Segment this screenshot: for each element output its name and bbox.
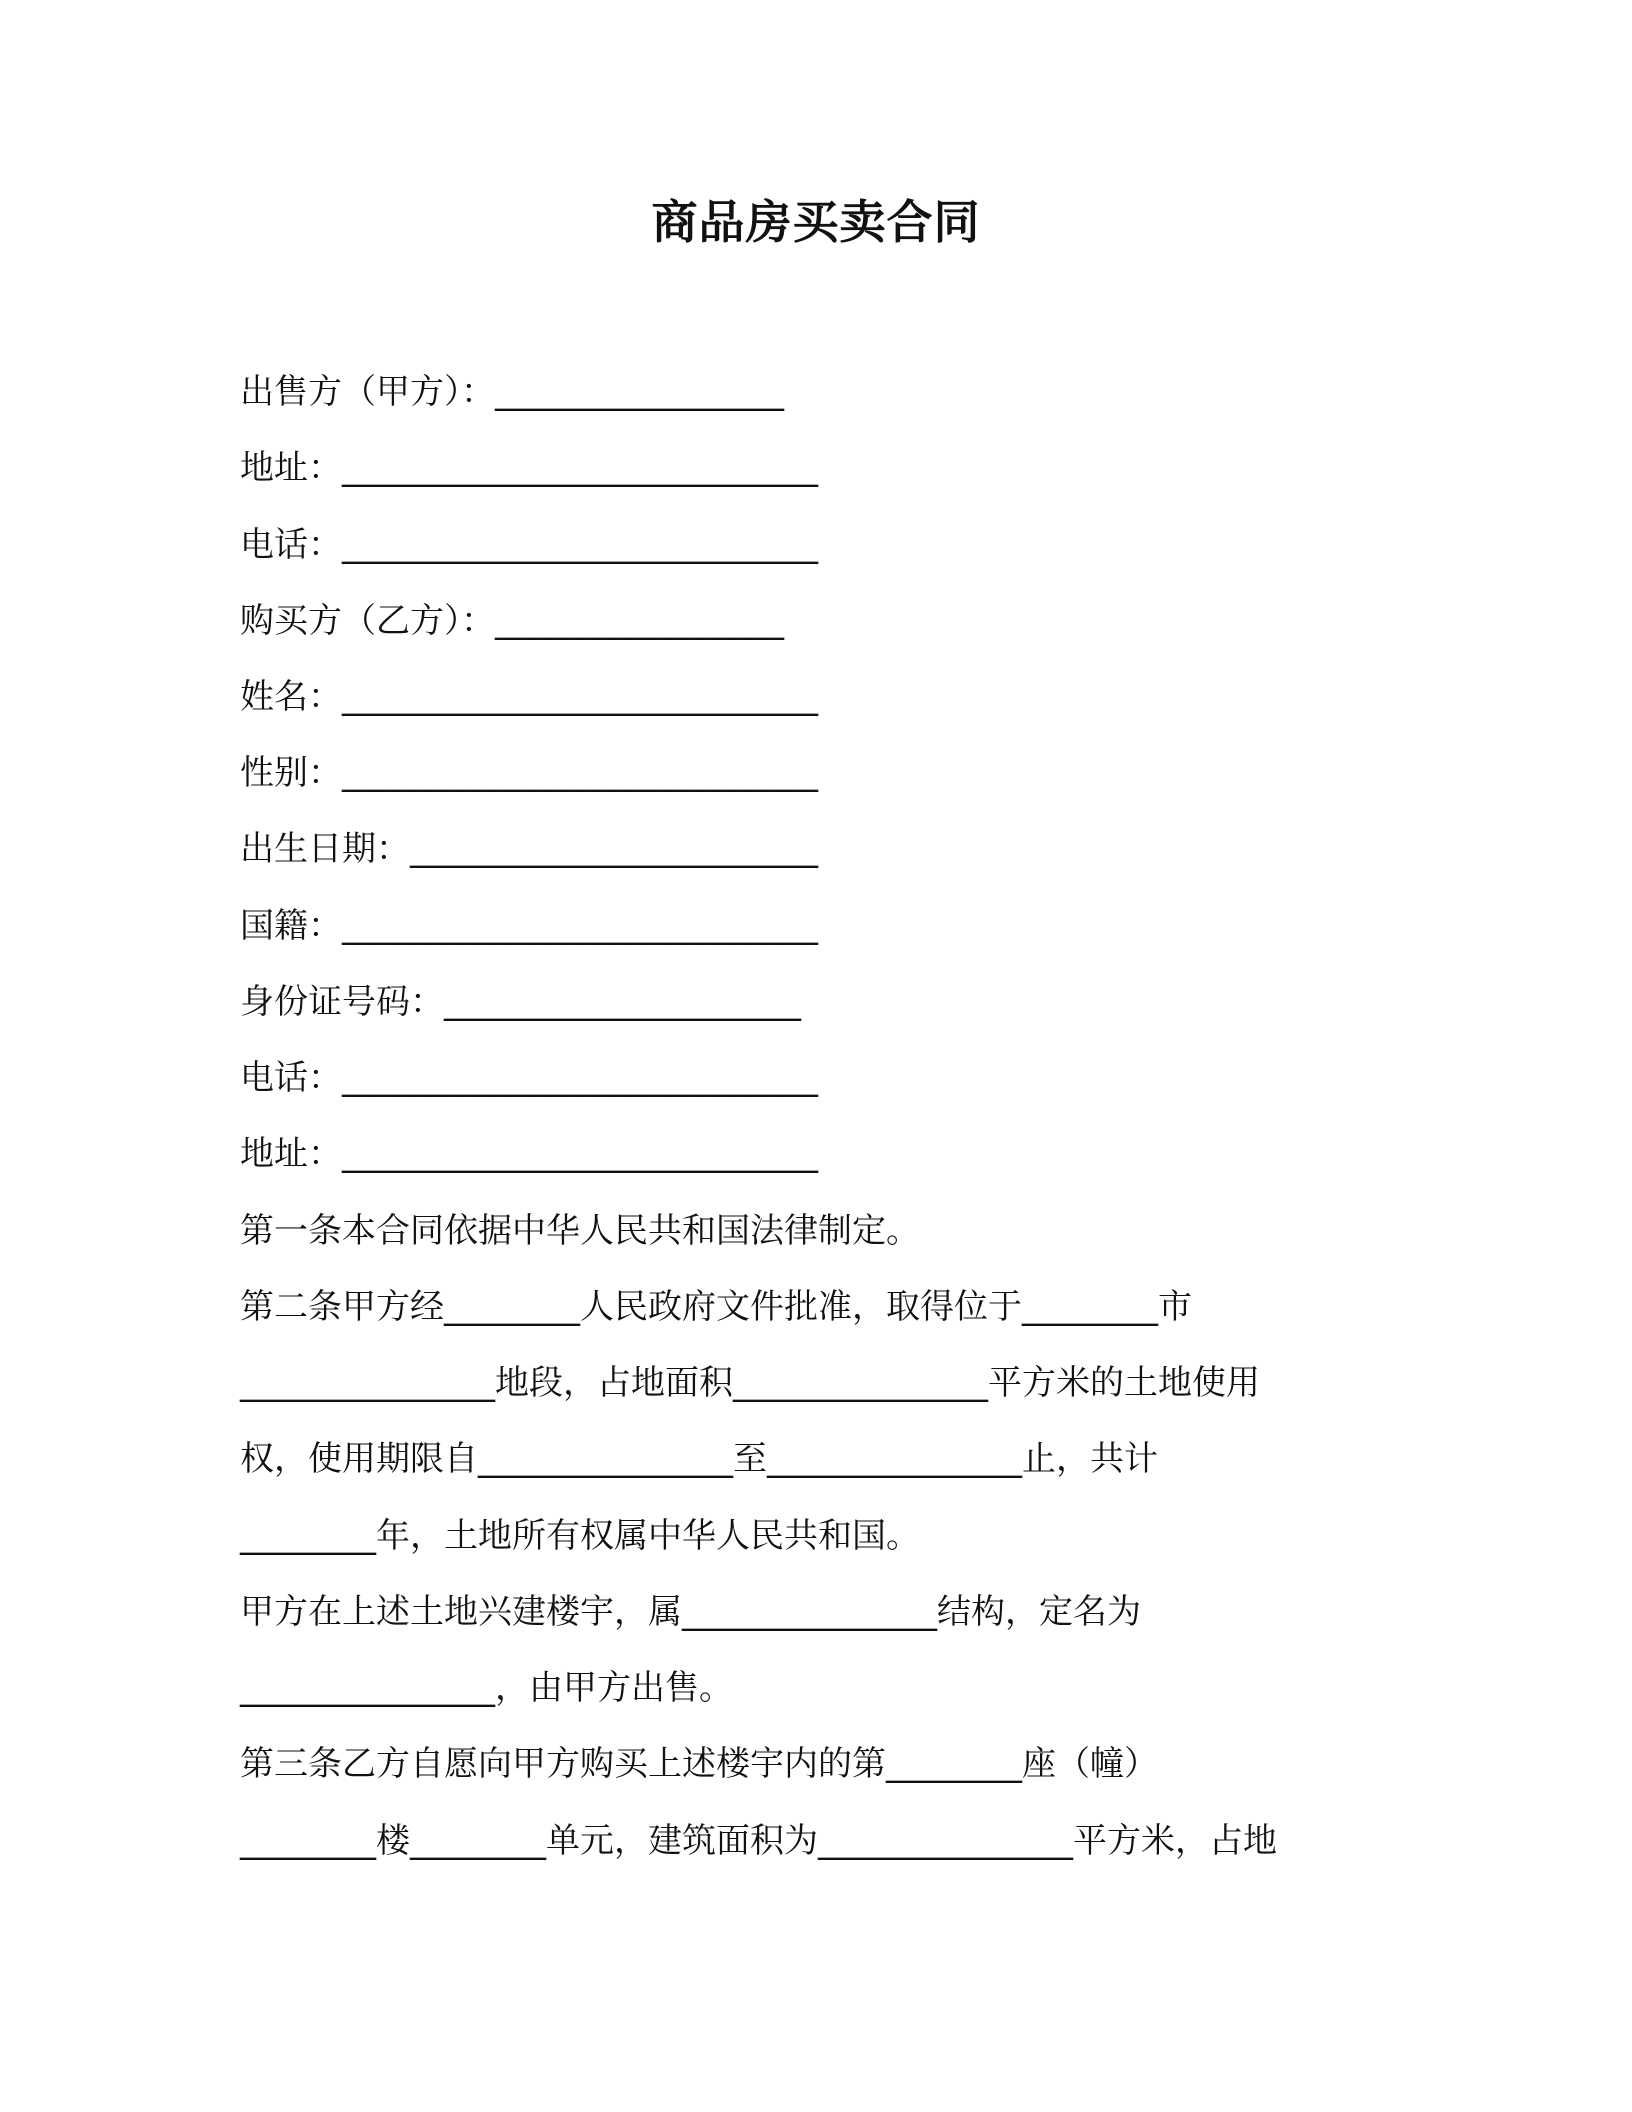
seller-line: 出售方（甲方）：_________________ [240, 372, 784, 412]
document-title: 商品房买卖合同 [651, 195, 981, 249]
buyer-id-number-line: 身份证号码：_____________________ [240, 982, 801, 1022]
article-1-line: 第一条本合同依据中华人民共和国法律制定。 [240, 1211, 920, 1251]
buyer-line: 购买方（乙方）：_________________ [240, 601, 784, 641]
building-line-1: 甲方在上述土地兴建楼宇，属_______________结构，定名为 [240, 1592, 1141, 1632]
article-3-line-1: 第三条乙方自愿向甲方购买上述楼宇内的第________座（幢） [240, 1744, 1158, 1784]
article-2-line-1: 第二条甲方经________人民政府文件批准，取得位于________市 [240, 1287, 1192, 1327]
buyer-birthdate-line: 出生日期：________________________ [240, 829, 818, 869]
article-2-line-4: ________年，土地所有权属中华人民共和国。 [240, 1516, 920, 1556]
article-2-line-3: 权，使用期限自_______________至_______________止，共计 [240, 1439, 1158, 1479]
buyer-nationality-line: 国籍：____________________________ [240, 906, 818, 946]
seller-address-line: 地址：____________________________ [240, 448, 818, 488]
building-line-2: _______________，由甲方出售。 [240, 1668, 733, 1708]
buyer-gender-line: 性别：____________________________ [240, 753, 818, 793]
buyer-phone-line: 电话：____________________________ [240, 1058, 818, 1098]
buyer-name-line: 姓名：____________________________ [240, 677, 818, 717]
buyer-address-line: 地址：____________________________ [240, 1134, 818, 1174]
seller-phone-line: 电话：____________________________ [240, 525, 818, 565]
article-3-line-2: ________楼________单元，建筑面积为_______________平方米，占地 [240, 1821, 1277, 1861]
article-2-line-2: _______________地段，占地面积_______________平方米的土地使用 [240, 1363, 1260, 1403]
